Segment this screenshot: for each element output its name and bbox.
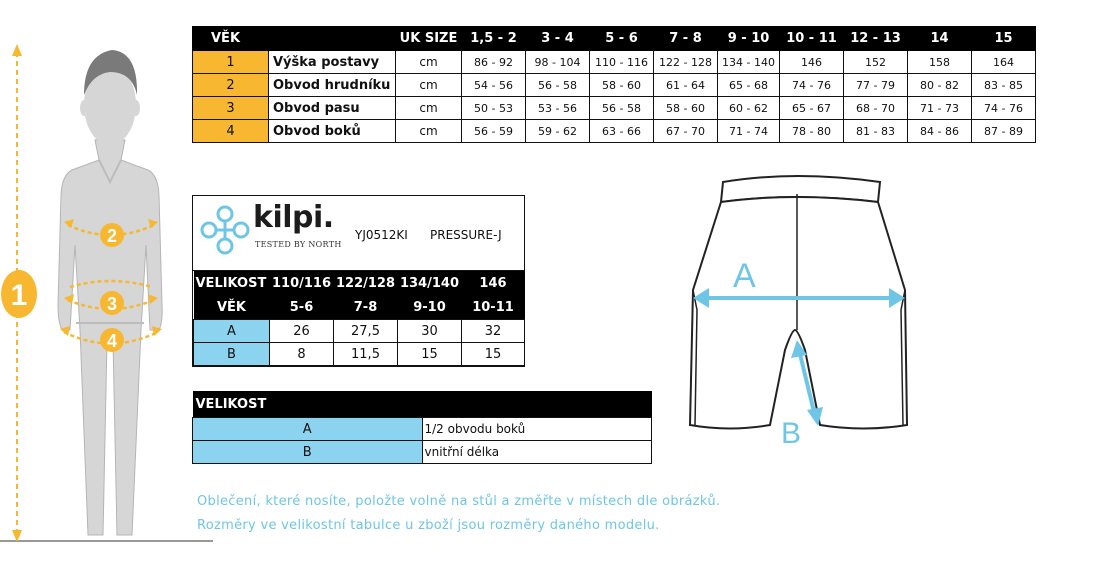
size-value-cell: 71 - 74 [718, 120, 780, 143]
size-value-cell: 152 [844, 51, 908, 74]
size-value-cell: 71 - 73 [908, 97, 972, 120]
header-size-col: 7 - 8 [654, 27, 718, 51]
age-value: 9-10 [398, 295, 462, 320]
product-size-table [193, 271, 525, 366]
product-header [193, 196, 524, 271]
size-value: 122/128 [334, 271, 398, 295]
measure-value: 32 [462, 320, 525, 343]
legend-header: VELIKOST [193, 391, 652, 418]
size-value-cell: 58 - 60 [590, 74, 654, 97]
row-unit: cm [396, 120, 462, 143]
header-size-col: 15 [972, 27, 1036, 51]
size-value-cell: 50 - 53 [462, 97, 526, 120]
size-value-cell: 134 - 140 [718, 51, 780, 74]
note-instruction: Oblečení, které nosíte, položte volně na stůl a změřte v místech dle obrázků. [197, 494, 721, 509]
measure-row-a [194, 320, 525, 343]
row-number: 3 [193, 97, 269, 120]
size-value-cell: 164 [972, 51, 1036, 74]
age-value: 10-11 [462, 295, 525, 320]
header-size-col: 5 - 6 [590, 27, 654, 51]
measure-value: 8 [270, 343, 334, 366]
header-size-col: 12 - 13 [844, 27, 908, 51]
size-value-cell: 56 - 58 [526, 74, 590, 97]
row-label: Výška postavy [269, 51, 396, 74]
row-label: Obvod boků [269, 120, 396, 143]
size-table-row [193, 74, 1036, 97]
row-label: Obvod hrudníku [269, 74, 396, 97]
model-code: YJ0512KI [355, 228, 408, 242]
size-value-cell: 63 - 66 [590, 120, 654, 143]
size-value-cell: 53 - 56 [526, 97, 590, 120]
size-value-cell: 98 - 104 [526, 51, 590, 74]
size-value-cell: 80 - 82 [908, 74, 972, 97]
legend-row-b [193, 441, 652, 464]
svg-text:4: 4 [106, 331, 118, 351]
size-table-row [193, 120, 1036, 143]
marker-3 [100, 291, 124, 315]
label-a: A [733, 257, 756, 295]
marker-2 [100, 223, 124, 247]
row-unit: cm [396, 74, 462, 97]
row-number: 2 [193, 74, 269, 97]
product-size-box [192, 195, 525, 367]
size-value-cell: 122 - 128 [654, 51, 718, 74]
legend-desc: 1/2 obvodu boků [422, 418, 652, 441]
header-size-col: 3 - 4 [526, 27, 590, 51]
legend-row-a [193, 418, 652, 441]
header-age: VĚK [193, 27, 396, 51]
shorts-diagram [685, 170, 925, 450]
size-value-cell: 74 - 76 [972, 97, 1036, 120]
legend-label: B [193, 441, 423, 464]
row-unit: cm [396, 51, 462, 74]
svg-text:2: 2 [106, 226, 118, 246]
size-value-cell: 58 - 60 [654, 97, 718, 120]
legend-desc: vnitřní délka [422, 441, 652, 464]
header-size-col: 10 - 11 [780, 27, 844, 51]
size-value: 134/140 [398, 271, 462, 295]
size-value-cell: 78 - 80 [780, 120, 844, 143]
brand-name: kilpi. [253, 200, 334, 235]
size-value-cell: 68 - 70 [844, 97, 908, 120]
size-value-cell: 83 - 85 [972, 74, 1036, 97]
header-size-col: 14 [908, 27, 972, 51]
measure-value: 26 [270, 320, 334, 343]
measure-row-b [194, 343, 525, 366]
size-value-cell: 81 - 83 [844, 120, 908, 143]
header-size-col: 1,5 - 2 [462, 27, 526, 51]
measure-label: A [194, 320, 270, 343]
size-value-cell: 59 - 62 [526, 120, 590, 143]
legend-table [192, 391, 652, 464]
size-table-header [193, 27, 1036, 51]
svg-text:1: 1 [10, 279, 28, 312]
size-value-cell: 67 - 70 [654, 120, 718, 143]
size-value-cell: 65 - 68 [718, 74, 780, 97]
legend-label: A [193, 418, 423, 441]
kilpi-logo-icon [199, 204, 251, 256]
size-value-cell: 146 [780, 51, 844, 74]
size-value-cell: 61 - 64 [654, 74, 718, 97]
size-value-cell: 65 - 67 [780, 97, 844, 120]
size-table-row [193, 51, 1036, 74]
marker-4 [100, 328, 124, 352]
size-value-cell: 87 - 89 [972, 120, 1036, 143]
size-value-cell: 110 - 116 [590, 51, 654, 74]
header-size-col: 9 - 10 [718, 27, 780, 51]
age-row [194, 295, 525, 320]
size-value: 146 [462, 271, 525, 295]
measure-value: 27,5 [334, 320, 398, 343]
legend-header-row [193, 391, 652, 418]
size-value-cell: 56 - 58 [590, 97, 654, 120]
brand-tagline: TESTED BY NORTH [255, 240, 342, 249]
label-b: B [781, 417, 802, 450]
row-number: 1 [193, 51, 269, 74]
measure-value: 11,5 [334, 343, 398, 366]
size-value-cell: 84 - 86 [908, 120, 972, 143]
size-value-cell: 56 - 59 [462, 120, 526, 143]
measure-label: B [194, 343, 270, 366]
size-table [192, 26, 1036, 143]
body-measurement-figure [0, 0, 215, 573]
size-value-cell: 86 - 92 [462, 51, 526, 74]
svg-text:3: 3 [106, 294, 118, 314]
size-value-cell: 74 - 76 [780, 74, 844, 97]
measure-value: 15 [462, 343, 525, 366]
size-value-cell: 54 - 56 [462, 74, 526, 97]
row-label: Obvod pasu [269, 97, 396, 120]
size-value-cell: 60 - 62 [718, 97, 780, 120]
row-unit: cm [396, 97, 462, 120]
size-row-label: VELIKOST [194, 271, 270, 295]
age-row-label: VĚK [194, 295, 270, 320]
size-value: 110/116 [270, 271, 334, 295]
note-model-dimensions: Rozměry ve velikostní tabulce u zboží jsou rozměry daného modelu. [197, 518, 660, 533]
measure-value: 30 [398, 320, 462, 343]
size-row [194, 271, 525, 295]
model-name: PRESSURE-J [430, 228, 502, 242]
size-value-cell: 77 - 79 [844, 74, 908, 97]
age-value: 7-8 [334, 295, 398, 320]
size-value-cell: 158 [908, 51, 972, 74]
age-value: 5-6 [270, 295, 334, 320]
measure-value: 15 [398, 343, 462, 366]
size-table-row [193, 97, 1036, 120]
row-number: 4 [193, 120, 269, 143]
header-uk-size: UK SIZE [396, 27, 462, 51]
marker-1 [1, 270, 37, 318]
